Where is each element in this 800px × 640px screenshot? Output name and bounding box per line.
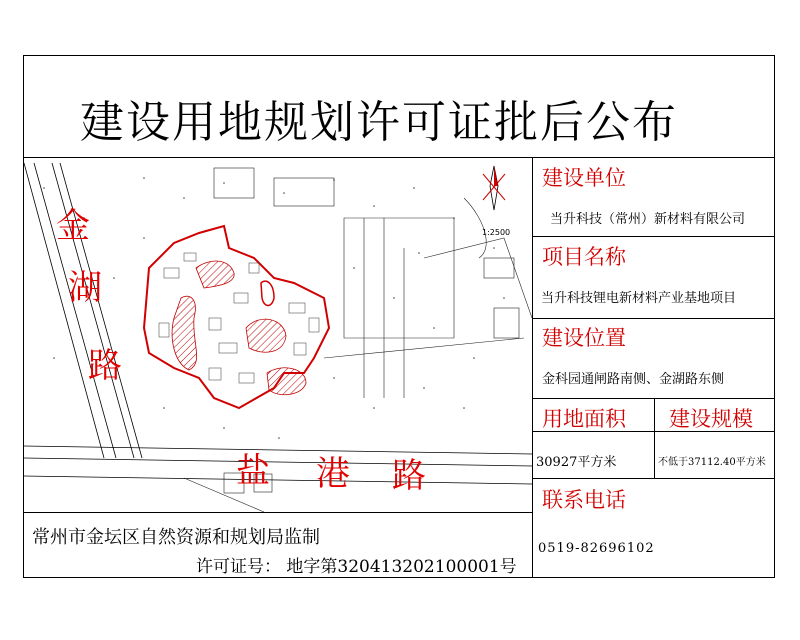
pond-5: [261, 281, 274, 305]
pond-3: [246, 319, 286, 352]
site-map: [24, 158, 532, 512]
yangang-road-lines: [24, 446, 532, 484]
scale-value: 不低于37112.40平方米: [658, 457, 766, 468]
road-label-yangang-1: 盐: [236, 451, 270, 491]
area-label: 用地面积: [542, 407, 626, 431]
project-value: 当升科技锂电新材料产业基地项目: [541, 291, 737, 306]
road-label-yangang-3: 路: [392, 456, 426, 496]
road-label-jinhu-1: 金: [56, 206, 90, 246]
road-label-yangang-2: 港: [316, 454, 350, 494]
pond-2: [172, 296, 197, 370]
map-drawing: [24, 158, 532, 512]
location-label: 建设位置: [542, 326, 626, 350]
pond-1: [196, 261, 234, 288]
supervisor-text: 常州市金坛区自然资源和规划局监制: [32, 527, 320, 548]
area-value: 30927平方米: [536, 455, 617, 470]
road-label-jinhu-3: 路: [88, 346, 122, 386]
panel-left-border: [532, 157, 533, 578]
row-line-2: [532, 318, 775, 319]
phone-label: 联系电话: [542, 488, 626, 512]
area-scale-divider: [654, 398, 655, 478]
road-label-jinhu-2: 湖: [68, 268, 102, 308]
pond-4: [267, 368, 306, 395]
location-value: 金科园通闸路南侧、金湖路东侧: [542, 372, 725, 387]
footer-top-line: [23, 512, 533, 513]
row-line-1: [532, 236, 775, 237]
row-line-4: [532, 478, 775, 479]
map-scale: 1:2500: [482, 228, 511, 237]
scale-label: 建设规模: [669, 407, 753, 431]
north-arrow-icon: [479, 164, 509, 214]
phone-value: 0519-82696102: [538, 541, 655, 556]
page-title: 建设用地规划许可证批后公布: [80, 97, 678, 148]
survey-dots: [43, 177, 505, 439]
permit-number: 许可证号： 地字第320413202100001号: [196, 557, 517, 577]
project-label: 项目名称: [542, 245, 626, 269]
unit-value: 当升科技（常州）新材料有限公司: [550, 212, 746, 227]
unit-label: 建设单位: [542, 166, 626, 190]
